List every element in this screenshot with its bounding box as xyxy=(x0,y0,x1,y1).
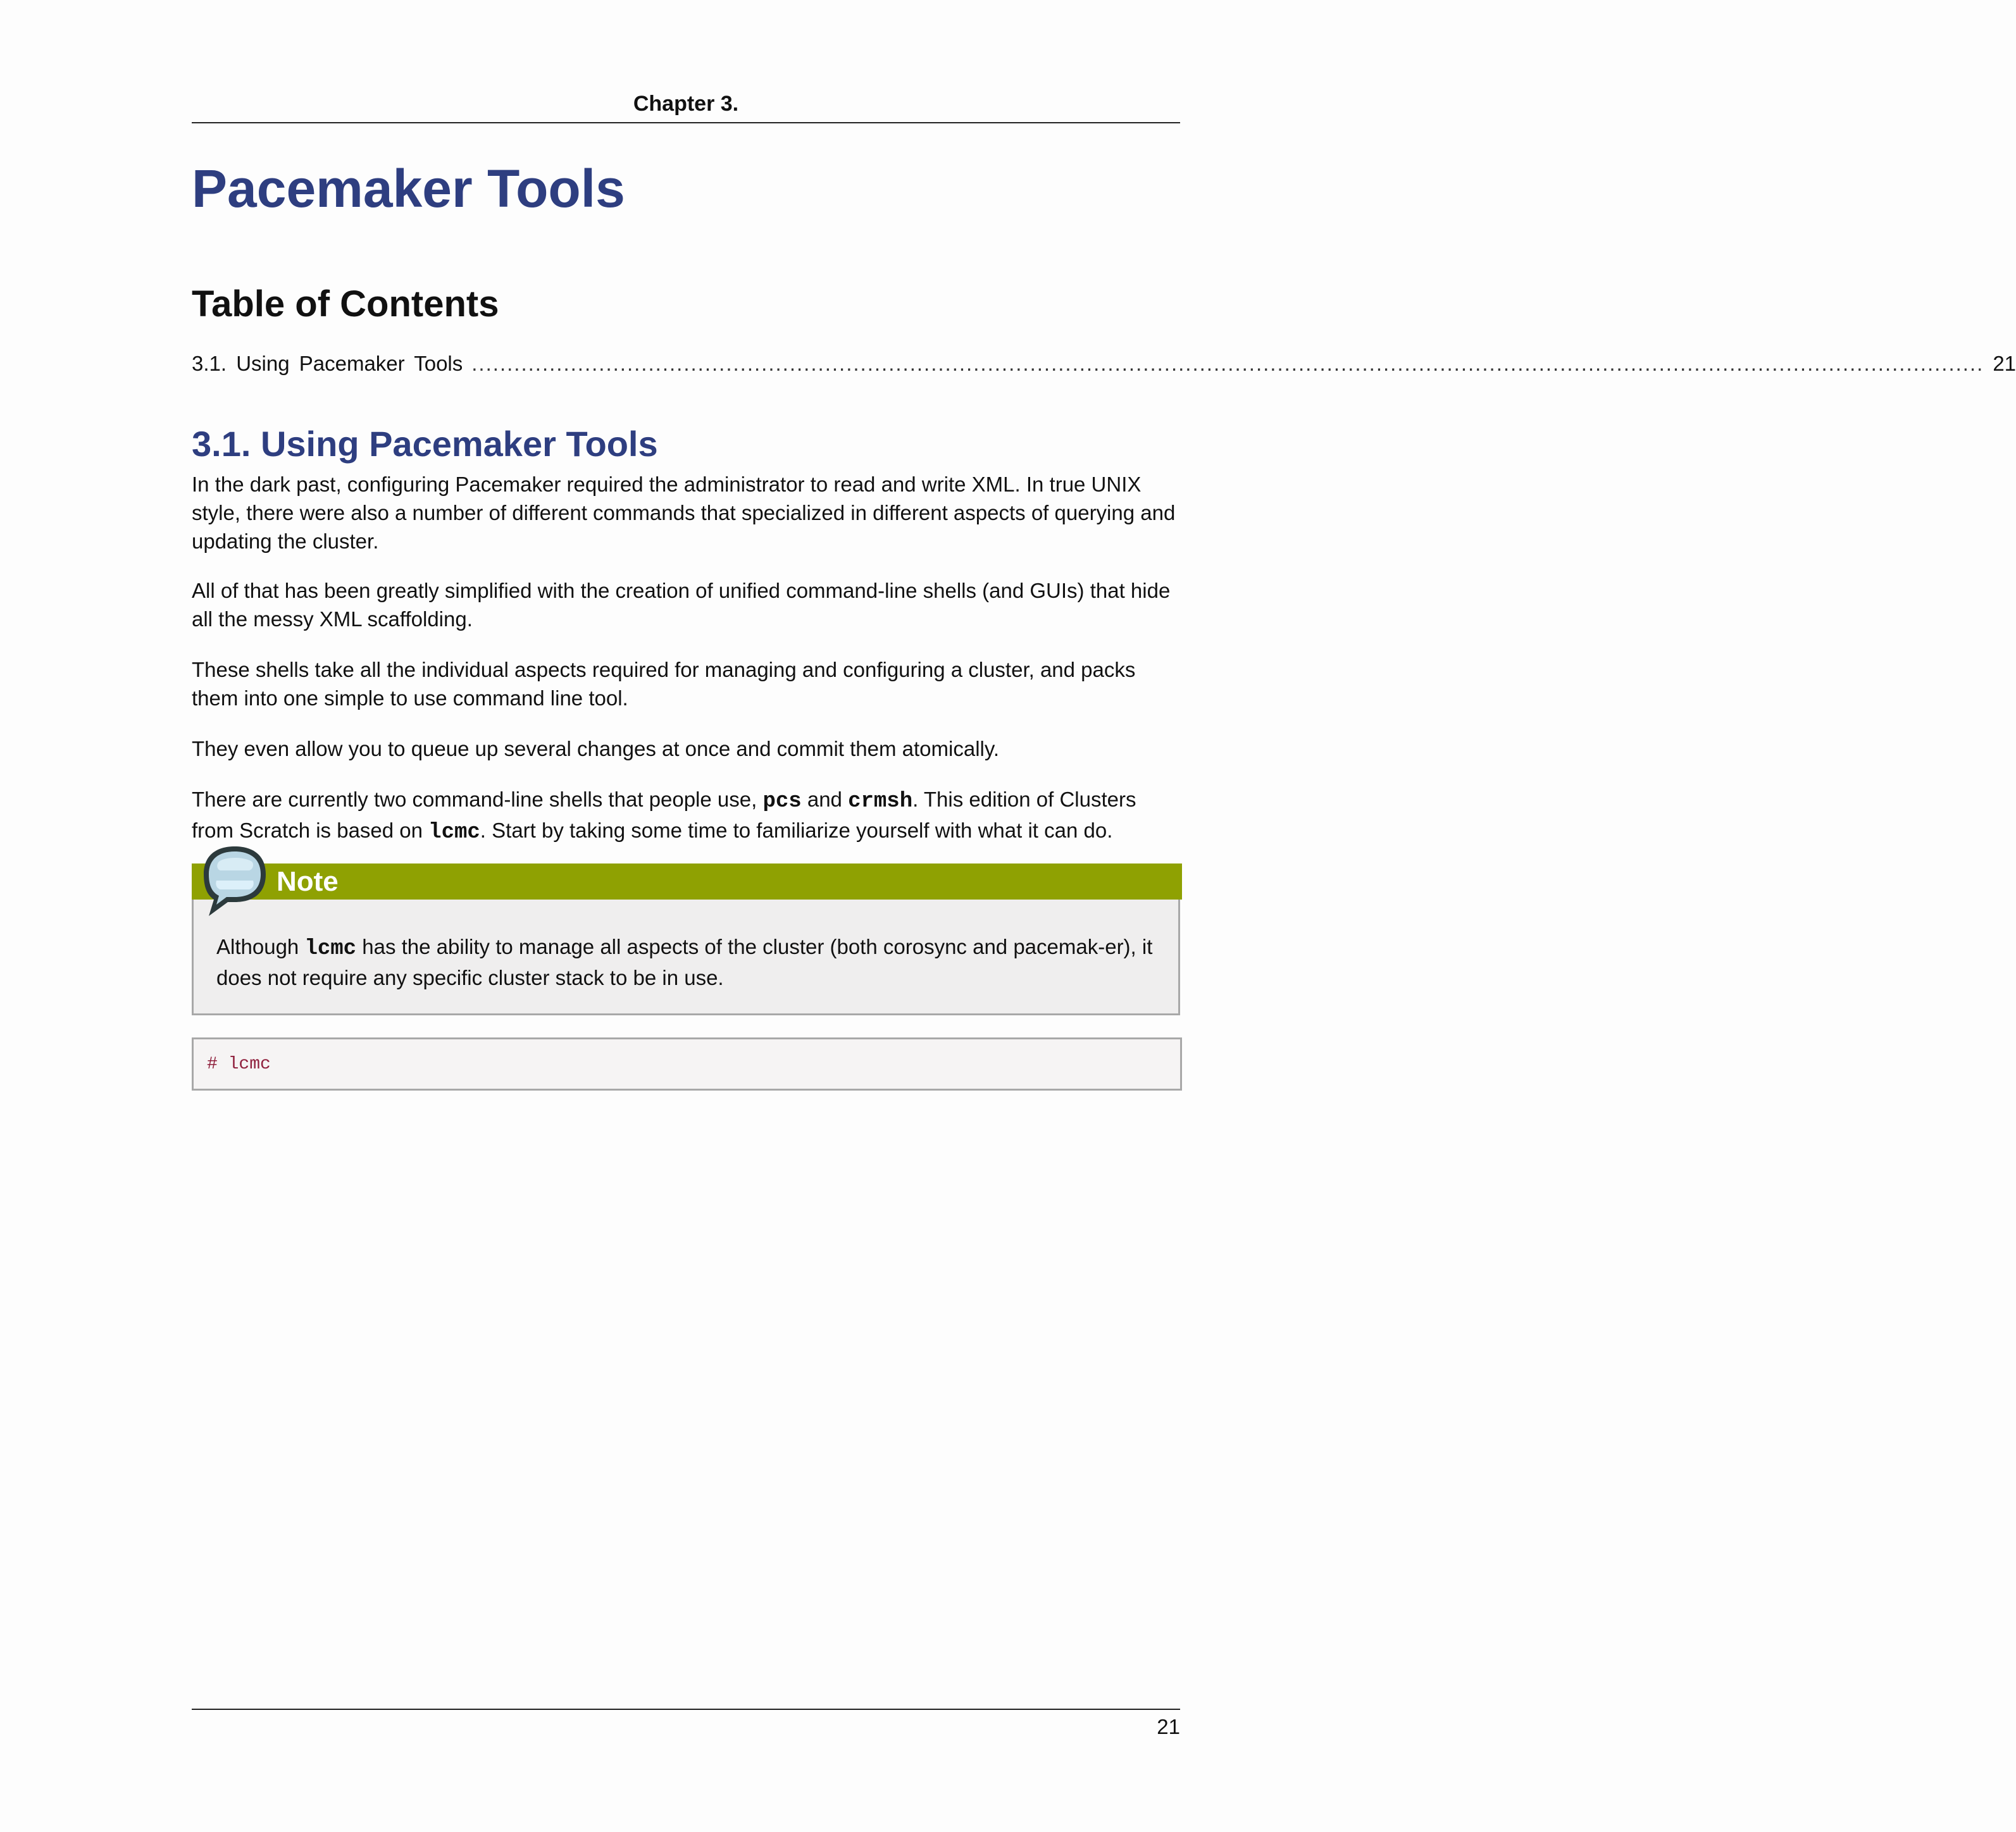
text-segment: Although xyxy=(216,935,305,958)
speech-bubble-icon xyxy=(200,843,270,920)
code-block xyxy=(192,1037,1182,1091)
paragraph-shells: These shells take all the individual aspects required for managing and configuring a cluster, and packs them into one simple to use command line tool. xyxy=(192,658,1136,710)
note-title: Note xyxy=(277,866,339,897)
note-header-bar xyxy=(192,863,1182,900)
paragraph-command-line-shells xyxy=(192,785,1180,847)
command-lcmc: lcmc xyxy=(428,820,480,845)
toc-entry-using-pacemaker-tools[interactable] xyxy=(192,351,2016,376)
section-title: 3.1. Using Pacemaker Tools xyxy=(192,424,658,464)
paragraph-simplified: All of that has been greatly simplified with the creation of unified command-line shells (and GUIs) that hide all the messy XML scaffolding. xyxy=(192,579,1171,631)
note-body xyxy=(216,932,1153,992)
command-lcmc: lcmc xyxy=(304,937,357,961)
note-admonition xyxy=(192,863,1180,1015)
text-segment: There are currently two command-line shells that people use, xyxy=(192,788,763,811)
code-line: # lcmc xyxy=(207,1055,271,1074)
paragraph-dark-past: In the dark past, configuring Pacemaker required the administrator to read and write XML. In true UNIX style, there were also a number of different commands that specialized in different aspects of querying and updating the cluster. xyxy=(192,473,1176,553)
text-segment: . Start by taking some time to familiarize yourself with what it can do. xyxy=(480,819,1113,842)
text-segment: . This edition of Clusters from Scratch is based on xyxy=(192,788,1136,842)
toc-title: Table of Contents xyxy=(192,283,499,325)
command-pcs: pcs xyxy=(762,789,802,814)
command-crmsh: crmsh xyxy=(848,789,913,814)
text-segment: and xyxy=(801,788,849,811)
running-header: Chapter 3. xyxy=(633,92,739,116)
toc-entry-label: 3.1. Using Pacemaker Tools xyxy=(192,352,463,375)
page-number: 21 xyxy=(1157,1715,1180,1738)
toc-dot-leader: ...................................................................................................................................................................................................................... xyxy=(471,352,1984,375)
paragraph-atomic: They even allow you to queue up several changes at once and commit them atomically. xyxy=(192,737,1000,760)
chapter-title: Pacemaker Tools xyxy=(192,159,625,218)
header-rule xyxy=(192,122,1180,123)
toc-entry-page: 21 xyxy=(1993,352,2016,375)
footer-rule xyxy=(192,1709,1180,1710)
text-segment: has the ability to manage all aspects of the cluster (both corosync and pacemak-er), it does not require any specific cluster stack to be in use. xyxy=(216,935,1153,989)
